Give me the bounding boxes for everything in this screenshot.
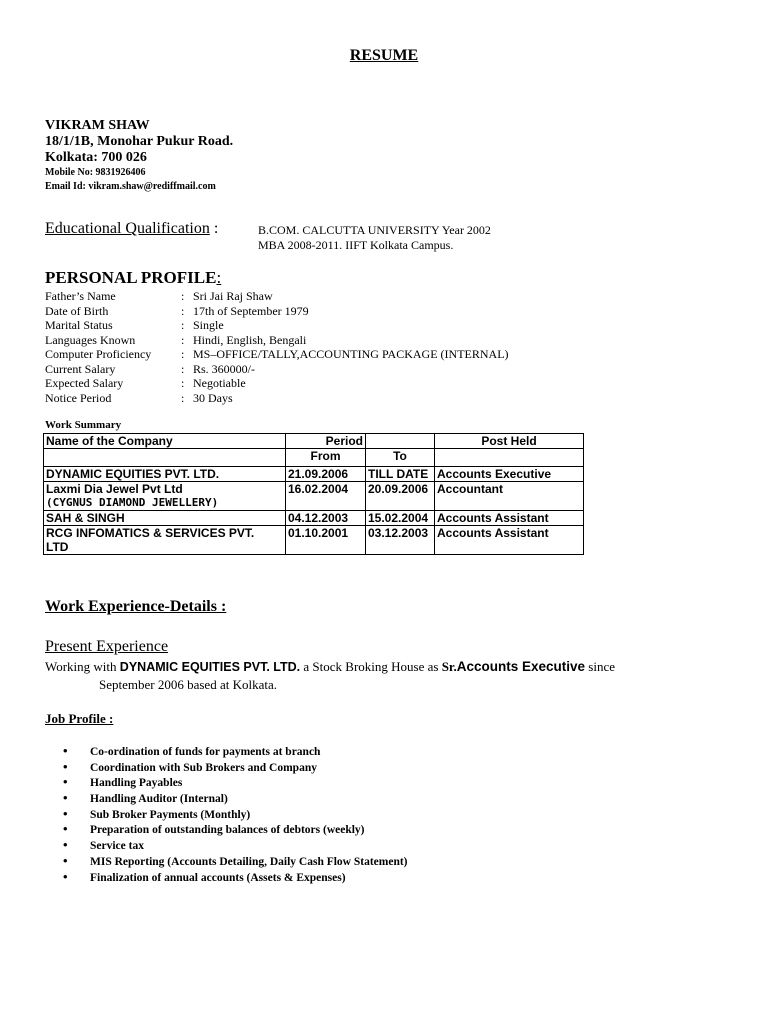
pe-text-a: Working with	[45, 659, 120, 674]
header-from: From	[286, 449, 366, 467]
cell-company	[44, 467, 286, 482]
table-row	[44, 511, 584, 526]
personal-profile-title: PERSONAL PROFILE	[45, 268, 217, 287]
profile-key: Computer Proficiency	[45, 347, 152, 361]
bullet-icon: •	[63, 758, 68, 774]
profile-row	[45, 318, 509, 333]
work-experience-heading: Work Experience-Details :	[45, 598, 227, 615]
job-profile-list	[63, 743, 408, 884]
list-item-text: MIS Reporting (Accounts Detailing, Daily Cash Flow Statement)	[90, 855, 408, 868]
cell-company	[44, 511, 286, 526]
subheader-empty-post	[435, 449, 584, 467]
list-item-text: Coordination with Sub Brokers and Company	[90, 761, 317, 774]
profile-key: Expected Salary	[45, 376, 124, 390]
header-period: Period	[286, 434, 366, 449]
header-company: Name of the Company	[44, 434, 286, 449]
cell-post: Accountant	[435, 482, 584, 511]
list-item	[63, 774, 408, 790]
profile-row	[45, 347, 509, 362]
profile-row	[45, 333, 509, 348]
job-profile-heading: Job Profile :	[45, 711, 114, 726]
cell-post: Accounts Executive	[435, 467, 584, 482]
bullet-icon: •	[63, 790, 68, 806]
profile-value: MS–OFFICE/TALLY,ACCOUNTING PACKAGE (INTERNAL)	[193, 347, 509, 361]
list-item-text: Handling Auditor (Internal)	[90, 793, 228, 806]
list-item-text: Preparation of outstanding balances of debtors (weekly)	[90, 824, 365, 837]
header-post: Post Held	[435, 434, 584, 449]
list-item	[63, 743, 408, 759]
resume-title: RESUME	[349, 47, 419, 64]
list-item	[63, 869, 408, 885]
profile-key: Father’s Name	[45, 289, 116, 303]
list-item	[63, 790, 408, 806]
work-summary-table	[43, 433, 584, 555]
personal-profile-list	[45, 289, 509, 405]
table-subheader-row	[44, 449, 584, 467]
list-item-text: Sub Broker Payments (Monthly)	[90, 808, 251, 821]
personal-profile-colon: :	[216, 268, 222, 287]
profile-colon: :	[181, 390, 185, 405]
bullet-icon: •	[63, 868, 68, 884]
personal-profile-heading	[45, 268, 221, 288]
cell-from: 01.10.2001	[286, 526, 366, 555]
present-experience-text	[45, 658, 735, 694]
work-summary-label: Work Summary	[45, 419, 122, 431]
list-item-text: Service tax	[90, 840, 144, 853]
cell-to: 20.09.2006	[366, 482, 435, 511]
profile-colon: :	[181, 332, 185, 347]
email-address: Email Id: vikram.shaw@rediffmail.com	[45, 181, 216, 192]
mobile-number: Mobile No: 9831926406	[45, 167, 146, 178]
education-label: Educational Qualification	[45, 220, 210, 237]
profile-row	[45, 391, 509, 406]
list-item	[63, 837, 408, 853]
education-line-1: B.COM. CALCUTTA UNIVERSITY Year 2002	[258, 223, 491, 237]
cell-to: TILL DATE	[366, 467, 435, 482]
profile-key: Date of Birth	[45, 303, 109, 318]
table-row	[44, 467, 584, 482]
pe-company: DYNAMIC EQUITIES PVT. LTD.	[119, 660, 301, 674]
pe-sr: Sr.	[441, 659, 457, 674]
education-colon: :	[209, 220, 219, 237]
cell-company	[44, 526, 286, 555]
candidate-name: VIKRAM SHAW	[45, 118, 150, 133]
profile-value: 17th of September 1979	[193, 303, 309, 318]
profile-key: Notice Period	[45, 390, 112, 405]
table-header-row	[44, 434, 584, 449]
cell-post: Accounts Assistant	[435, 511, 584, 526]
profile-row	[45, 376, 509, 391]
cell-company	[44, 482, 286, 511]
bullet-icon: •	[63, 805, 68, 821]
list-item	[63, 806, 408, 822]
table-row	[44, 526, 584, 555]
contact-block	[45, 118, 233, 194]
company-name: SAH & SINGH	[46, 511, 125, 525]
pe-text-c: a Stock Broking House as	[300, 659, 442, 674]
list-item	[63, 853, 408, 869]
profile-value: Single	[193, 318, 224, 332]
subheader-empty	[44, 449, 286, 467]
list-item-text: Finalization of annual accounts (Assets & Expenses)	[90, 871, 346, 884]
profile-value: Hindi, English, Bengali	[193, 332, 307, 347]
profile-value: 30 Days	[193, 390, 233, 405]
cell-from: 16.02.2004	[286, 482, 366, 511]
bullet-icon: •	[63, 837, 68, 853]
profile-value: Negotiable	[193, 376, 246, 390]
cell-post: Accounts Assistant	[435, 526, 584, 555]
company-name: Laxmi Dia Jewel Pvt Ltd	[46, 482, 183, 496]
list-item	[63, 759, 408, 775]
bullet-icon: •	[63, 821, 68, 837]
header-to: To	[366, 449, 435, 467]
profile-key: Current Salary	[45, 361, 116, 376]
list-item-text: Handling Payables	[90, 777, 183, 790]
present-experience-heading: Present Experience	[45, 638, 169, 655]
profile-row	[45, 289, 509, 304]
list-item	[63, 821, 408, 837]
table-row	[44, 482, 584, 511]
bullet-icon: •	[63, 743, 68, 758]
profile-row	[45, 304, 509, 319]
profile-colon: :	[181, 289, 185, 303]
cell-from: 04.12.2003	[286, 511, 366, 526]
company-name-line-2: LTD	[46, 540, 69, 554]
company-name: DYNAMIC EQUITIES PVT. LTD.	[46, 467, 220, 481]
profile-row	[45, 362, 509, 377]
profile-colon: :	[181, 303, 185, 318]
list-item-text: Co-ordination of funds for payments at branch	[90, 746, 321, 758]
cell-from: 21.09.2006	[286, 467, 366, 482]
header-period-spacer	[366, 434, 435, 449]
bullet-icon: •	[63, 852, 68, 868]
pe-role: Accounts Executive	[456, 659, 586, 674]
profile-value: Rs. 360000/-	[193, 361, 256, 376]
company-name-line-2: (CYGNUS DIAMOND JEWELLERY)	[46, 496, 219, 509]
bullet-icon: •	[63, 774, 68, 790]
address-line-2: Kolkata: 700 026	[45, 150, 147, 165]
pe-text-g: September 2006 based at Kolkata.	[99, 677, 277, 692]
cell-to: 15.02.2004	[366, 511, 435, 526]
education-line-2: MBA 2008-2011. IIFT Kolkata Campus.	[258, 238, 454, 252]
cell-to: 03.12.2003	[366, 526, 435, 555]
profile-colon: :	[181, 376, 185, 390]
profile-value: Sri Jai Raj Shaw	[193, 289, 273, 303]
profile-colon: :	[181, 347, 185, 361]
profile-key: Languages Known	[45, 332, 136, 347]
pe-text-f: since	[585, 659, 616, 674]
profile-key: Marital Status	[45, 318, 113, 332]
education-heading	[45, 220, 218, 238]
education-details	[258, 223, 491, 253]
profile-colon: :	[181, 361, 185, 376]
address-line-1: 18/1/1B, Monohar Pukur Road.	[45, 134, 234, 149]
company-name: RCG INFOMATICS & SERVICES PVT.	[46, 526, 255, 540]
profile-colon: :	[181, 318, 185, 332]
